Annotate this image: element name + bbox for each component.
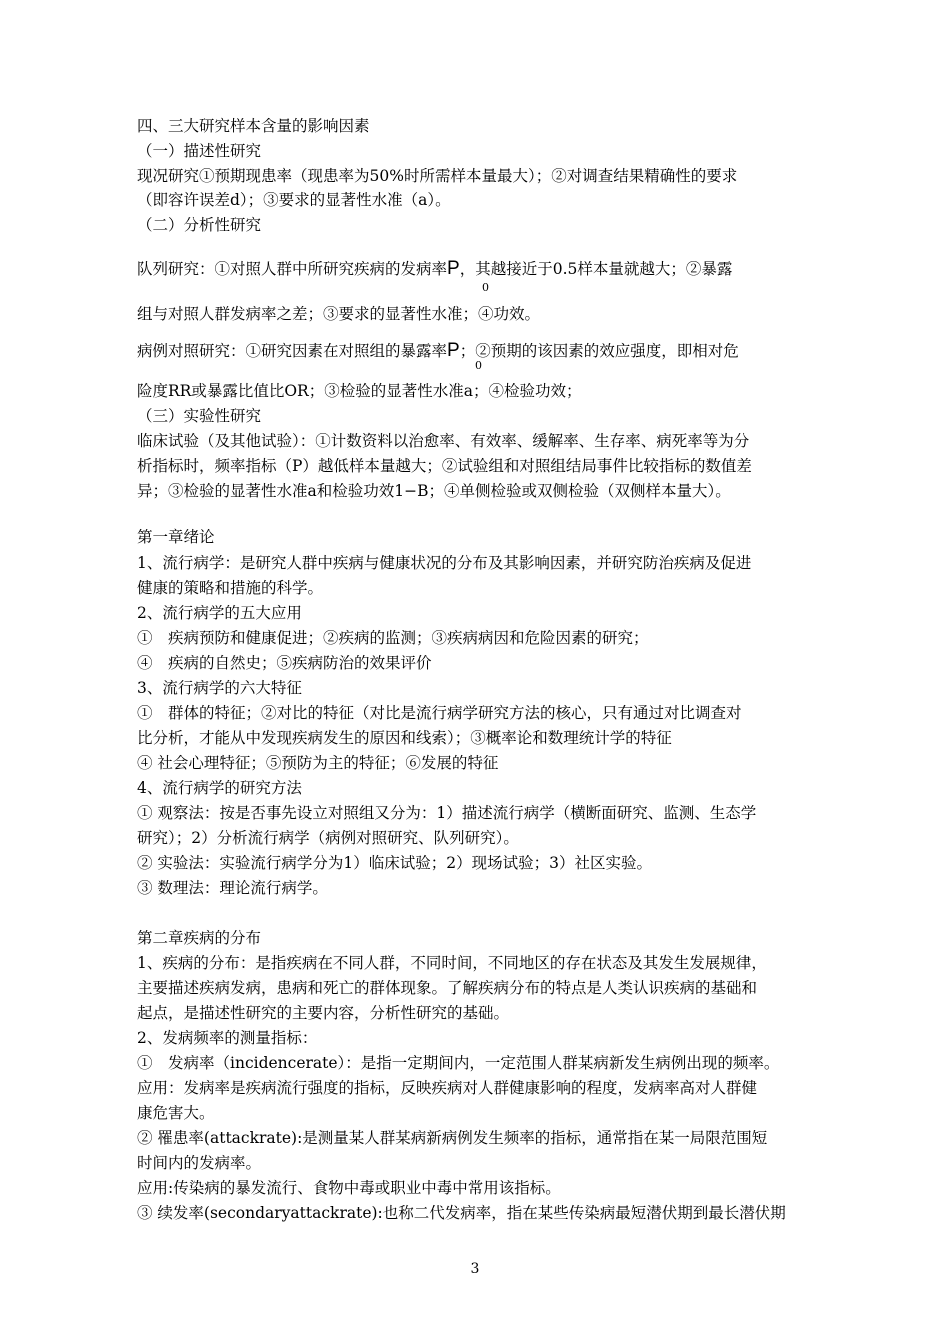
text-run: 病例对照研究：①研究因素在对照组的暴露率: [137, 342, 448, 360]
paragraph-line: 2、发病频率的测量指标：: [137, 1029, 318, 1047]
chapter-heading: 第二章疾病的分布: [137, 929, 262, 947]
paragraph-line: 主要描述疾病发病，患病和死亡的群体现象。了解疾病分布的特点是人类认识疾病的基础和: [137, 979, 758, 997]
subsection-heading: （一）描述性研究: [137, 142, 262, 160]
paragraph-line: ① 发病率（incidencerate）：是指一定期间内，一定范围人群某病新发生病例出现的频率。: [137, 1054, 780, 1072]
paragraph-line: 应用:传染病的暴发流行、食物中毒或职业中毒中常用该指标。: [137, 1179, 561, 1197]
paragraph-line: 2、流行病学的五大应用: [137, 604, 302, 622]
paragraph-line: 析指标时，频率指标（P）越低样本量越大；②试验组和对照组结局事件比较指标的数值差: [137, 457, 752, 475]
paragraph-line: 临床试验（及其他试验）：①计数资料以治愈率、有效率、缓解率、生存率、病死率等为分: [137, 432, 750, 450]
paragraph-line: 健康的策略和措施的科学。: [137, 579, 324, 597]
symbol-p: P: [447, 258, 460, 279]
paragraph-line: 应用：发病率是疾病流行强度的指标，反映疾病对人群健康影响的程度，发病率高对人群健: [137, 1079, 758, 1097]
text-run: ，其越接近于0.5样本量就越大；②暴露: [459, 260, 733, 278]
paragraph-line: ① 观察法：按是否事先设立对照组又分为：1）描述流行病学（横断面研究、监测、生态学: [137, 804, 757, 822]
subsection-heading: （二）分析性研究: [137, 216, 262, 234]
text-run: ；②预期的该因素的效应强度，即相对危: [459, 342, 739, 360]
paragraph-line: [137, 341, 739, 361]
paragraph-line: 1、流行病学：是研究人群中疾病与健康状况的分布及其影响因素，并研究防治疾病及促进: [137, 554, 752, 572]
subscript-zero: 0: [475, 359, 482, 372]
text-run: 队列研究：①对照人群中所研究疾病的发病率: [137, 260, 448, 278]
paragraph-line: 3、流行病学的六大特征: [137, 679, 302, 697]
paragraph-line: ② 罹患率(attackrate):是测量某人群某病新病例发生频率的指标，通常指在某一局限范围短: [137, 1129, 768, 1147]
paragraph-line: ③ 续发率(secondaryattackrate):也称二代发病率，指在某些传染病最短潜伏期到最长潜伏期: [137, 1204, 786, 1222]
paragraph-line: 组与对照人群发病率之差；③要求的显著性水准；④功效。: [137, 305, 541, 323]
paragraph-line: ③ 数理法：理论流行病学。: [137, 879, 328, 897]
subscript-zero: 0: [482, 281, 489, 294]
paragraph-line: 异；③检验的显著性水准a和检验功效1−B；④单侧检验或双侧检验（双侧样本量大）。: [137, 482, 731, 500]
paragraph-line: ② 实验法：实验流行病学分为1）临床试验；2）现场试验；3）社区实验。: [137, 854, 653, 872]
subsection-heading: （三）实验性研究: [137, 407, 262, 425]
paragraph-line: 现况研究①预期现患率（现患率为50%时所需样本量最大）；②对调查结果精确性的要求: [137, 167, 738, 185]
page-number: 3: [470, 1261, 480, 1277]
chapter-heading: 第一章绪论: [137, 528, 215, 546]
paragraph-line: 时间内的发病率。: [137, 1154, 262, 1172]
paragraph-line: ① 群体的特征；②对比的特征（对比是流行病学研究方法的核心，只有通过对比调查对: [137, 704, 742, 722]
paragraph-line: ① 疾病预防和健康促进；②疾病的监测；③疾病病因和危险因素的研究；: [137, 629, 649, 647]
paragraph-line: [137, 259, 732, 279]
section-heading: 四、三大研究样本含量的影响因素: [137, 117, 370, 135]
symbol-p: P: [447, 340, 460, 361]
paragraph-line: 比分析，才能从中发现疾病发生的原因和线索）；③概率论和数理统计学的特征: [137, 729, 672, 747]
paragraph-line: 4、流行病学的研究方法: [137, 779, 302, 797]
paragraph-line: ④ 社会心理特征；⑤预防为主的特征；⑥发展的特征: [137, 754, 499, 772]
paragraph-line: ④ 疾病的自然史；⑤疾病防治的效果评价: [137, 654, 432, 672]
paragraph-line: 1、疾病的分布：是指疾病在不同人群，不同时间，不同地区的存在状态及其发生发展规律，: [137, 954, 767, 972]
paragraph-line: 研究）；2）分析流行病学（病例对照研究、队列研究）。: [137, 829, 519, 847]
paragraph-line: （即容许误差d）；③要求的显著性水准（a）。: [137, 191, 451, 209]
paragraph-line: 康危害大。: [137, 1104, 215, 1122]
paragraph-line: 起点，是描述性研究的主要内容，分析性研究的基础。: [137, 1004, 510, 1022]
paragraph-line: 险度RR或暴露比值比OR；③检验的显著性水准a；④检验功效；: [137, 382, 582, 400]
